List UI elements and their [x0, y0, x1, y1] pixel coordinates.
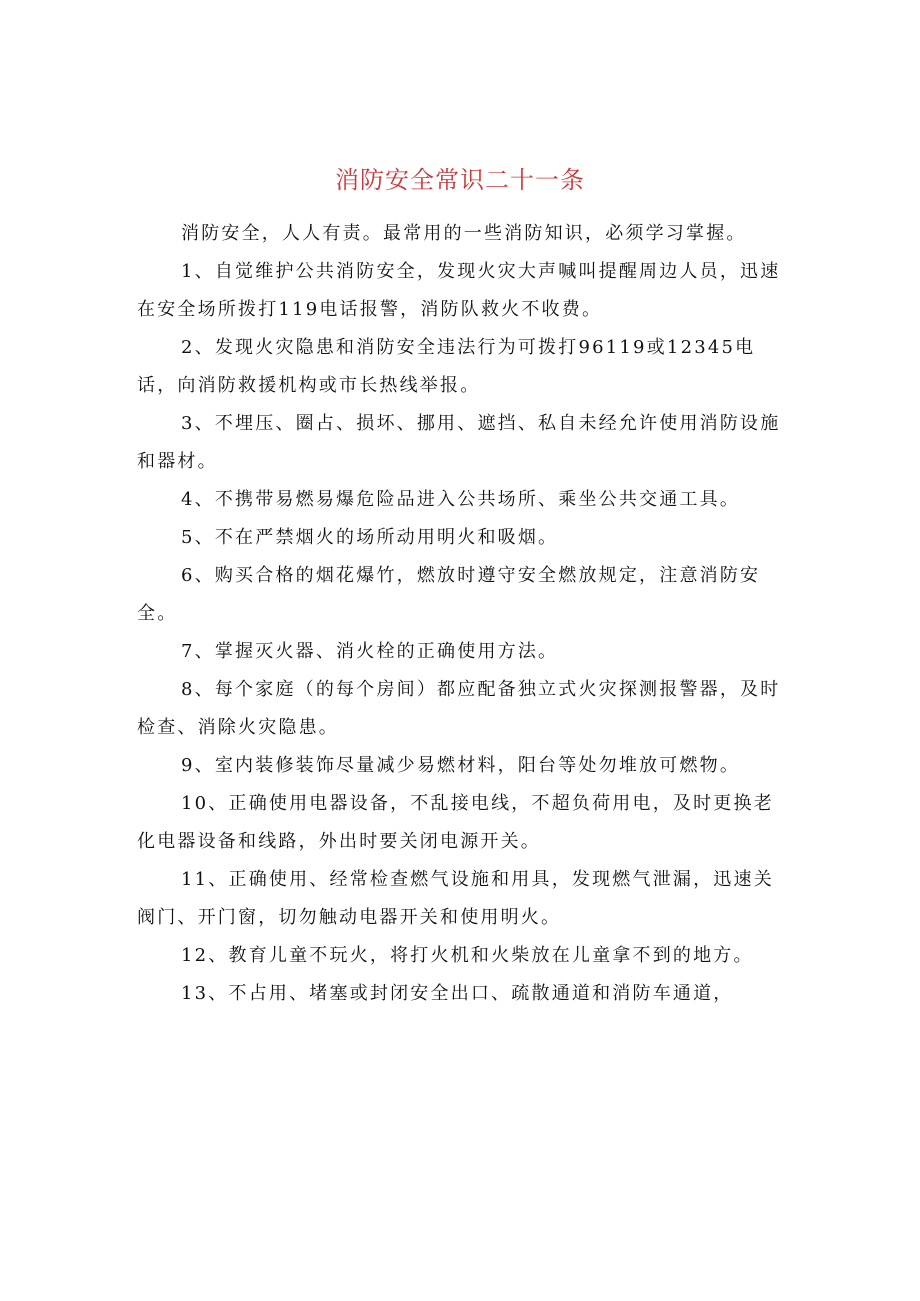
rule-paragraph: 8、每个家庭（的每个房间）都应配备独立式火灾探测报警器，及时检查、消除火灾隐患。 [137, 679, 781, 738]
rule-paragraph: 10、正确使用电器设备，不乱接电线，不超负荷用电，及时更换老化电器设备和线路，外出时要关闭电源开关。 [137, 793, 774, 852]
rule-paragraph: 11、正确使用、经常检查燃气设施和用具，发现燃气泄漏，迅速关阀门、开门窗，切勿触动电器开关和使用明火。 [137, 869, 774, 928]
rule-paragraph: 6、购买合格的烟花爆竹，燃放时遵守安全燃放规定，注意消防安全。 [137, 565, 761, 624]
rule-paragraph: 12、教育儿童不玩火，将打火机和火柴放在儿童拿不到的地方。 [181, 945, 754, 966]
rule-paragraph: 5、不在严禁烟火的场所动用明火和吸烟。 [181, 527, 559, 548]
rule-paragraph: 4、不携带易燃易爆危险品进入公共场所、乘坐公共交通工具。 [181, 489, 741, 510]
rule-paragraph: 13、不占用、堵塞或封闭安全出口、疏散通道和消防车通道， [181, 983, 734, 1004]
rule-paragraph: 1、自觉维护公共消防安全，发现火灾大声喊叫提醒周边人员，迅速在安全场所拨打119电话报警，消防队救火不收费。 [137, 261, 781, 320]
intro-paragraph: 消防安全，人人有责。最常用的一些消防知识，必须学习掌握。 [181, 223, 747, 244]
document-title: 消防安全常识二十一条 [335, 166, 585, 194]
document-body [137, 215, 787, 1013]
rule-paragraph: 7、掌握灭火器、消火栓的正确使用方法。 [181, 641, 559, 662]
rule-paragraph: 2、发现火灾隐患和消防安全违法行为可拨打96119或12345电话，向消防救援机构或市长热线举报。 [137, 337, 756, 396]
rule-paragraph: 9、室内装修装饰尽量减少易燃材料，阳台等处勿堆放可燃物。 [181, 755, 741, 776]
rule-paragraph: 3、不埋压、圈占、损坏、挪用、遮挡、私自未经允许使用消防设施和器材。 [137, 413, 781, 472]
